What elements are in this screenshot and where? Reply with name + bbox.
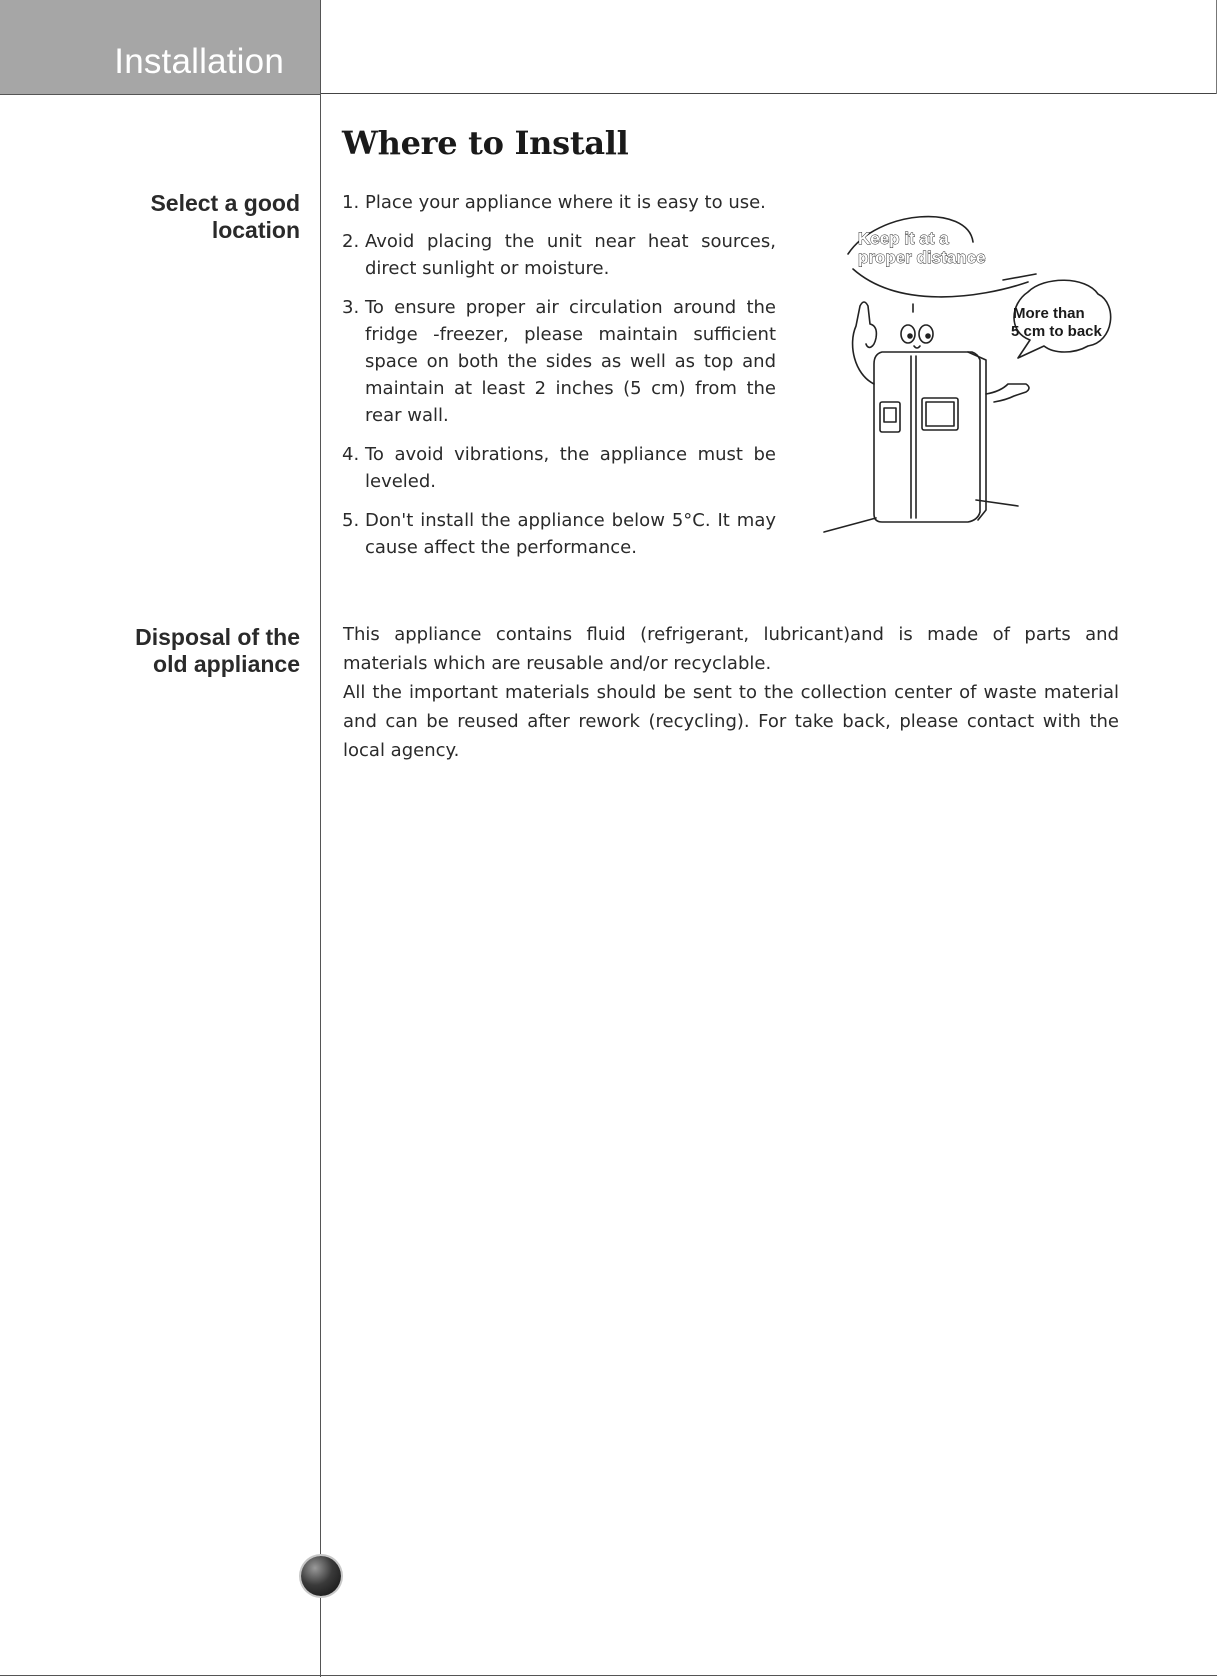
footer-rule (0, 1675, 1217, 1676)
pointing-hand-icon (853, 302, 877, 384)
top-label-line2: proper distance (858, 248, 986, 267)
distance-arc-icon (853, 269, 1028, 297)
page-title: Where to Install (342, 124, 629, 162)
hand-icon (986, 384, 1029, 402)
location-heading-line2: location (211, 217, 300, 243)
step-text: Place your appliance where it is easy to use. (365, 192, 766, 213)
step-item (342, 441, 776, 495)
disposal-paragraph: This appliance contains fluid (refrigerant, lubricant)and is made of parts and materials which are reusable and/or recyclable. (343, 624, 1119, 674)
step-item (342, 189, 776, 216)
disposal-heading-line2: old appliance (153, 651, 300, 677)
page-marker-icon (301, 1556, 341, 1596)
step-text: Avoid placing the unit near heat sources, direct sunlight or moisture. (365, 231, 776, 279)
disposal-text (343, 620, 1119, 765)
fridge-clearance-illustration (818, 214, 1128, 544)
step-number: 5. (342, 510, 360, 531)
step-number: 3. (342, 297, 360, 318)
eye-icon (901, 325, 915, 343)
dispenser-icon (880, 402, 900, 432)
step-number: 1. (342, 192, 360, 213)
step-item (342, 228, 776, 282)
margin-rule (320, 0, 321, 1677)
section-title: Installation (114, 42, 284, 81)
step-item (342, 294, 776, 429)
step-number: 4. (342, 444, 360, 465)
header-divider (321, 93, 1217, 94)
section-tab (0, 0, 321, 95)
bubble-line2: 5 cm to back (1011, 323, 1102, 340)
disposal-heading-line1: Disposal of the (135, 624, 300, 650)
step-text: To avoid vibrations, the appliance must be leveled. (365, 444, 776, 492)
step-text: Don't install the appliance below 5°C. It may cause affect the performance. (365, 510, 776, 558)
fridge-icon (874, 352, 980, 522)
disposal-paragraph: All the important materials should be sent to the collection center of waste material and can be reused after rework (recycling). For take back, please contact with the local agency. (343, 682, 1119, 761)
step-text: To ensure proper air circulation around the fridge -freezer, please maintain sufficient space on both the sides as well as top and maintain at least 2 inches (5 cm) from the rear wall. (365, 297, 776, 426)
eye-icon (919, 325, 933, 343)
location-heading-line1: Select a good (150, 190, 300, 216)
install-steps-list (342, 189, 776, 573)
top-label-line1: Keep it at a (858, 229, 949, 248)
step-item (342, 507, 776, 561)
location-heading (40, 190, 300, 244)
disposal-heading (40, 624, 300, 678)
bubble-line1: More than (1013, 305, 1085, 322)
step-number: 2. (342, 231, 360, 252)
